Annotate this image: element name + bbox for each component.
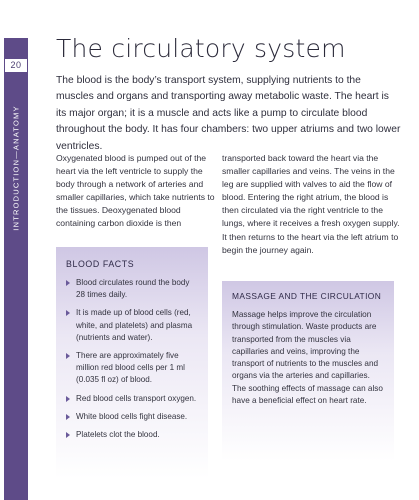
fact-text: There are approximately five million red blood cells per 1 ml (0.035 fl oz) of blood. [76, 351, 185, 385]
triangle-bullet-icon [66, 280, 70, 286]
blood-facts-box [56, 247, 208, 479]
massage-box-text: Massage helps improve the circulation through stimulation. Waste products are transported from the muscles via capillaries and veins, improving the transport of nutrients to the muscles and organs via the arteries and capillaries. The soothing effects of massage can also have a beneficial effect on heart rate. [232, 310, 383, 406]
fact-item [66, 411, 198, 423]
fact-text: It is made up of blood cells (red, white, and platelets) and plasma (nutrients and water). [76, 308, 193, 342]
page-title: The circulatory system [56, 34, 346, 63]
blood-facts-title: BLOOD FACTS [66, 259, 135, 269]
fact-text: Platelets clot the blood. [76, 430, 160, 440]
triangle-bullet-icon [66, 353, 70, 359]
fact-item [66, 350, 198, 387]
fact-text: Blood circulates round the body 28 times daily. [76, 278, 190, 300]
massage-circulation-box [222, 281, 394, 461]
fact-text: White blood cells fight disease. [76, 411, 188, 421]
body-column-left: Oxygenated blood is pumped out of the heart via the left ventricle to supply the body through a network of arteries and smaller capillaries, which take nutrients to the tissues. Deoxygenated blood containing carbon dioxide is then [56, 153, 215, 229]
section-label: INTRODUCTION—ANATOMY [11, 105, 21, 231]
blood-facts-list [66, 277, 198, 441]
triangle-bullet-icon [66, 432, 70, 438]
triangle-bullet-icon [66, 310, 70, 316]
fact-item [66, 429, 198, 441]
body-column-right: transported back toward the heart via the smaller capillaries and veins. The veins in the leg are supplied with valves to aid the flow of blood. Entering the right atrium, the blood is then circulated via the right ventricle to the lungs, where it receives a fresh oxygen supply. It then returns to the heart via the left atrium to begin the journey again. [222, 153, 400, 255]
fact-text: Red blood cells transport oxygen. [76, 393, 197, 403]
fact-item [66, 307, 198, 344]
triangle-bullet-icon [66, 414, 70, 420]
triangle-bullet-icon [66, 396, 70, 402]
fact-item [66, 277, 198, 301]
page-number: 20 [4, 58, 28, 73]
massage-box-title: MASSAGE AND THE CIRCULATION [232, 291, 382, 301]
intro-paragraph: The blood is the body’s transport system, supplying nutrients to the muscles and organs and transporting away metabolic waste. The heart is its major organ; it is a muscle and acts like a pump to circulate blood throughout the body. It has four chambers: two upper atriums and two lower ventricles. [56, 75, 401, 152]
fact-item [66, 393, 198, 405]
